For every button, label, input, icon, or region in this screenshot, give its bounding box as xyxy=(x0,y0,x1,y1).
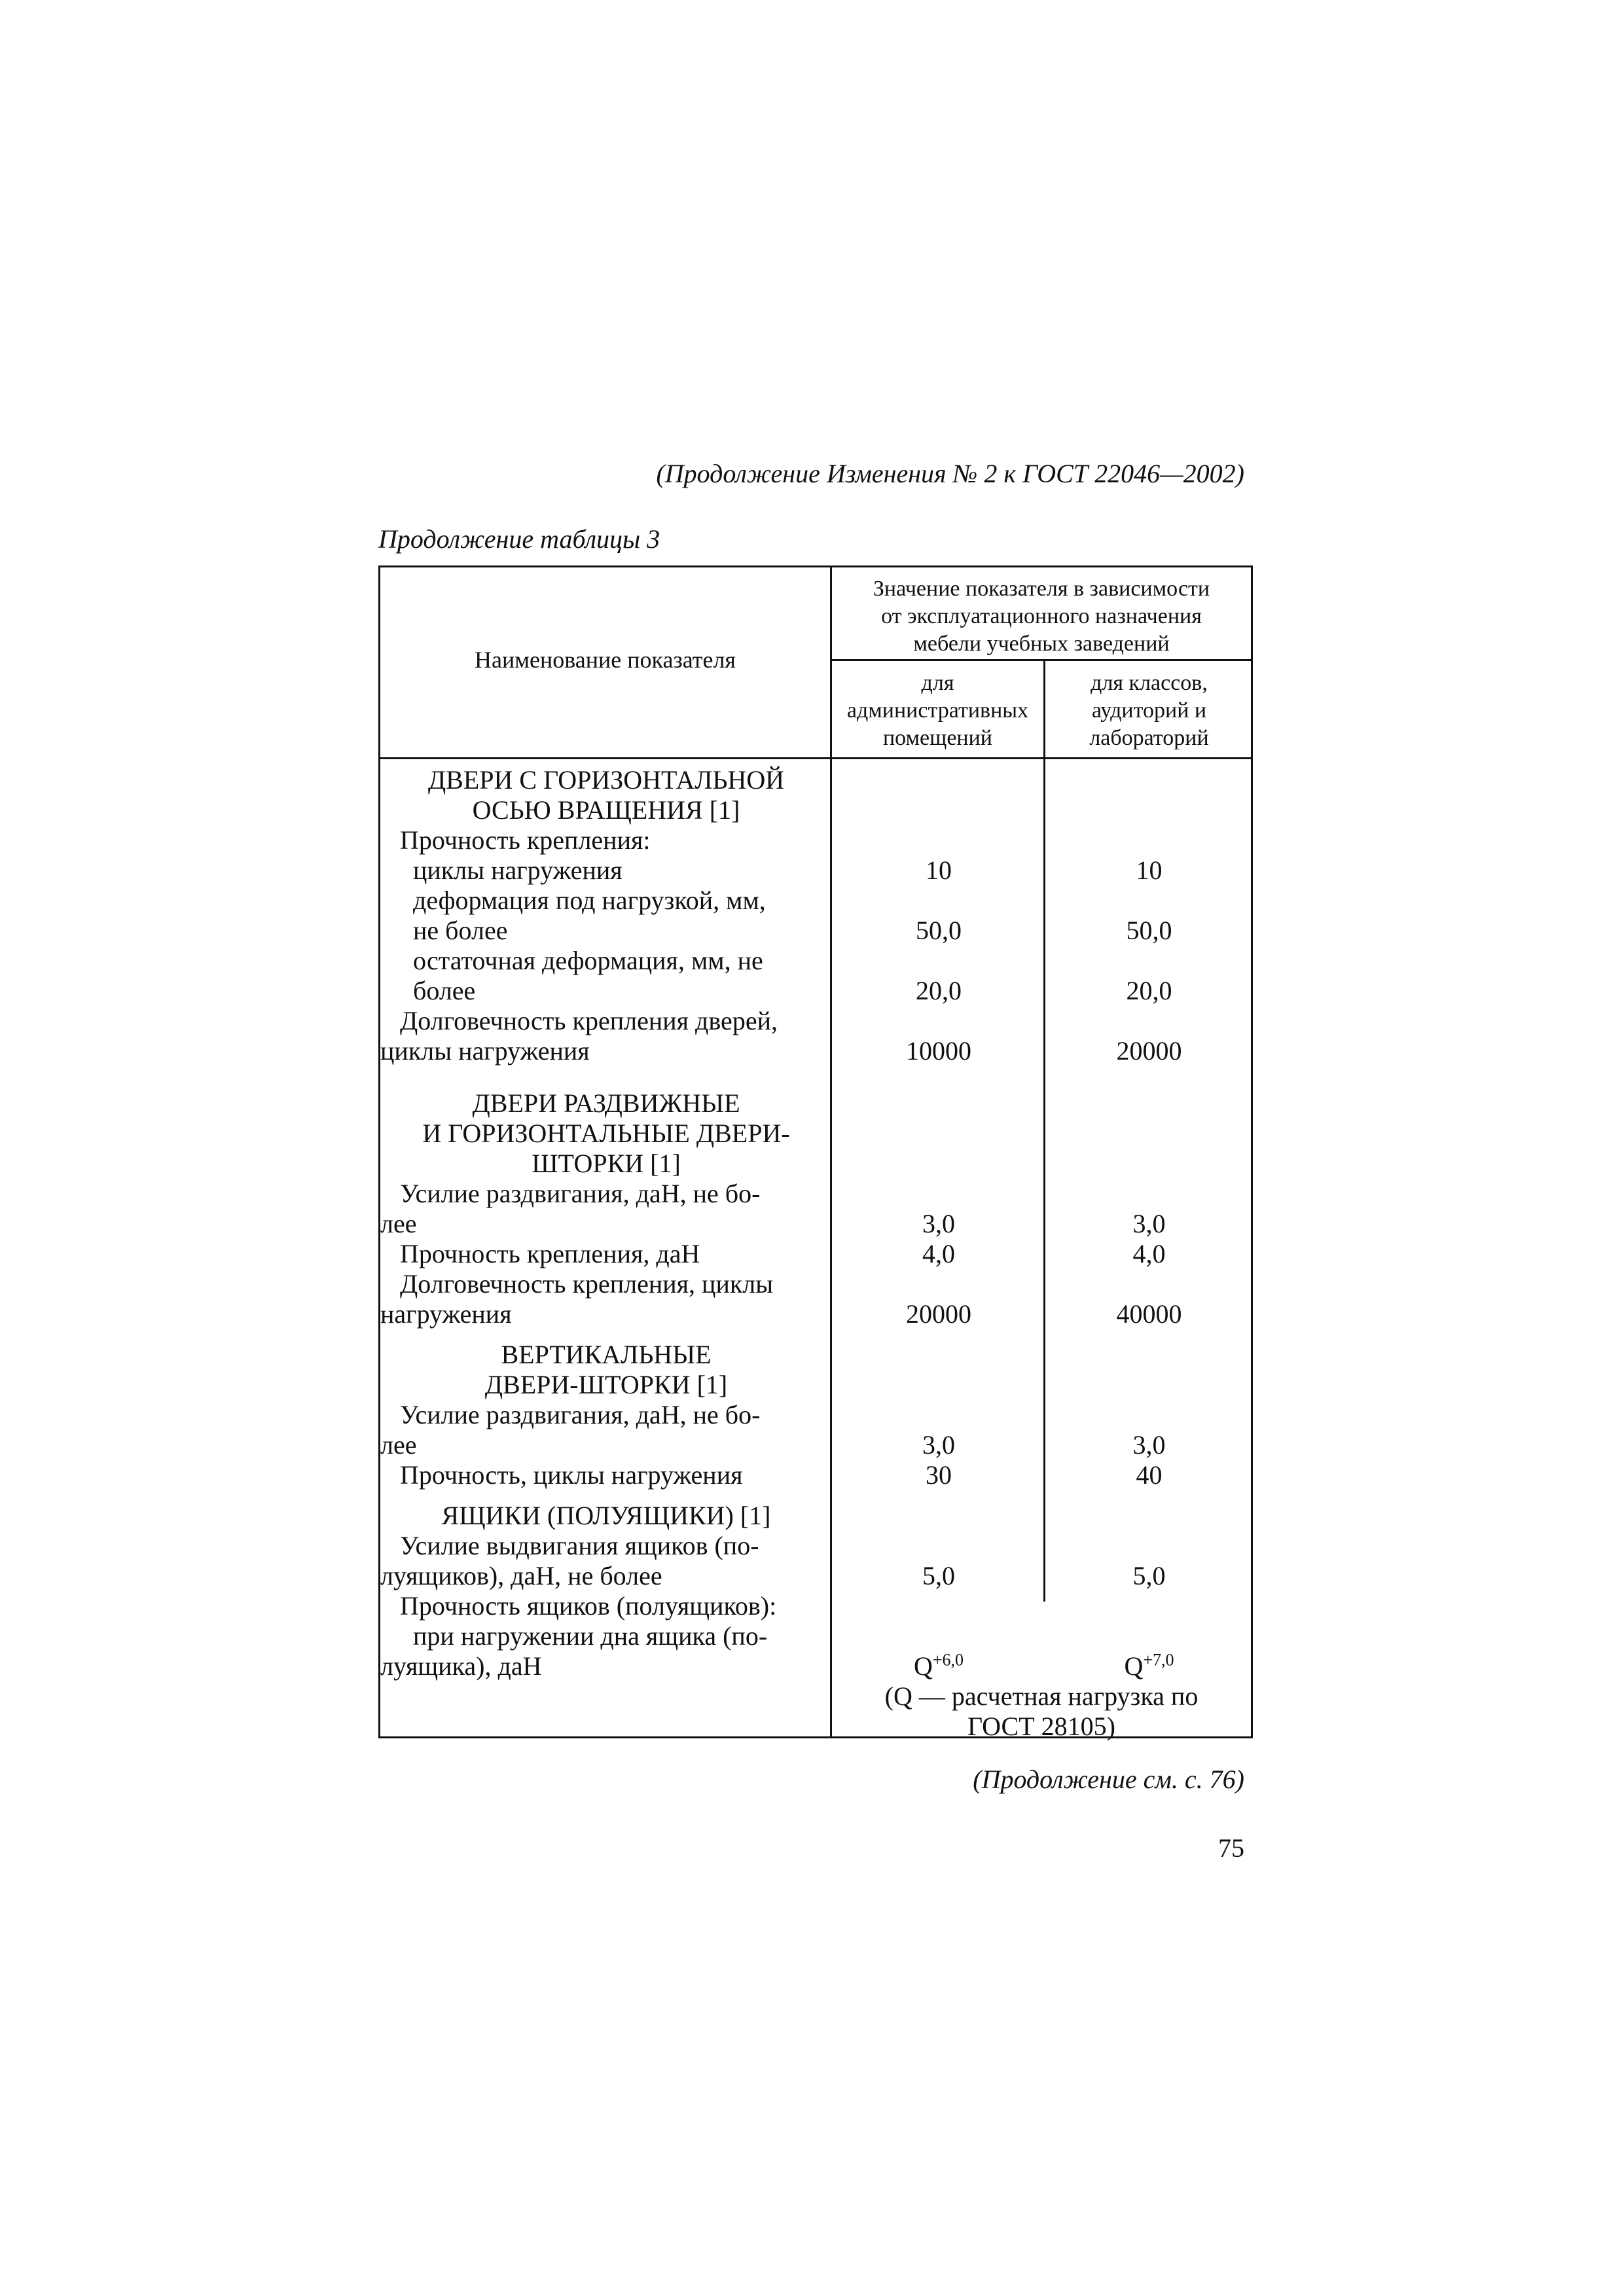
row-value-classes: 20000 xyxy=(1116,1036,1182,1066)
section-title: ДВЕРИ РАЗДВИЖНЫЕ И ГОРИЗОНТАЛЬНЫЕ ДВЕРИ- ШТОРКИ [1] xyxy=(422,1088,790,1178)
row-value-classes: 50,0 xyxy=(1126,916,1172,945)
table-row xyxy=(380,1531,1251,1561)
tolerance-superscript: +6,0 xyxy=(932,1650,964,1670)
row-value-classes: 20,0 xyxy=(1126,976,1172,1005)
table-row xyxy=(380,1209,1251,1239)
table-row xyxy=(380,1006,1251,1036)
table-bottom-note: (Q — расчетная нагрузка по ГОСТ 28105) xyxy=(884,1681,1199,1741)
table-row xyxy=(380,1561,1251,1591)
row-value-admin: 20000 xyxy=(906,1299,971,1329)
row-value-admin: 5,0 xyxy=(922,1561,955,1590)
table-row xyxy=(380,916,1251,946)
row-name: Прочность крепления: xyxy=(380,825,651,855)
header-group-divider xyxy=(832,659,1251,661)
table-row xyxy=(380,1239,1251,1269)
row-value-classes: 5,0 xyxy=(1132,1561,1166,1590)
header-name-col: Наименование показателя xyxy=(475,647,736,673)
row-name: при нагружении дна ящика (по- xyxy=(380,1621,768,1651)
table-row xyxy=(380,976,1251,1006)
header-bottom-border xyxy=(380,757,1251,759)
row-name: не более xyxy=(380,916,508,945)
row-name: остаточная деформация, мм, не xyxy=(380,946,763,975)
row-value-classes: 3,0 xyxy=(1132,1209,1166,1238)
row-value-admin: 3,0 xyxy=(922,1430,955,1460)
row-value-admin: 30 xyxy=(926,1460,952,1490)
row-name: Усилие раздвигания, даН, не бо- xyxy=(380,1400,761,1429)
row-value-admin: 4,0 xyxy=(922,1239,955,1268)
continuation-footer: (Продолжение см. с. 76) xyxy=(973,1765,1244,1794)
table-row xyxy=(380,1179,1251,1209)
row-name: Прочность, циклы нагружения xyxy=(380,1460,743,1490)
page-number: 75 xyxy=(1218,1833,1244,1863)
table-row xyxy=(380,1400,1251,1430)
row-name: Долговечность крепления, циклы xyxy=(380,1269,774,1299)
continuation-header: (Продолжение Изменения № 2 к ГОСТ 22046—2002) xyxy=(656,459,1244,488)
row-value-classes: 40 xyxy=(1136,1460,1163,1490)
table-row xyxy=(380,886,1251,916)
row-value-admin: 10000 xyxy=(906,1036,971,1066)
table-row xyxy=(380,1621,1251,1651)
table-row xyxy=(380,855,1251,886)
section-title: ЯЩИКИ (ПОЛУЯЩИКИ) [1] xyxy=(441,1501,771,1530)
row-name: лее xyxy=(380,1209,417,1238)
row-name: луящиков), даН, не более xyxy=(380,1561,662,1590)
row-value-admin: 50,0 xyxy=(916,916,962,945)
row-value-classes: 4,0 xyxy=(1132,1239,1166,1268)
row-name: Усилие выдвигания ящиков (по- xyxy=(380,1531,759,1560)
table-row xyxy=(380,1591,1251,1621)
row-name: более xyxy=(380,976,476,1005)
row-value-classes: 40000 xyxy=(1116,1299,1182,1329)
row-value-classes: 3,0 xyxy=(1132,1430,1166,1460)
table-caption: Продолжение таблицы 3 xyxy=(378,524,660,554)
row-name: Долговечность крепления дверей, xyxy=(380,1006,778,1035)
row-name: Прочность крепления, даН xyxy=(380,1239,700,1268)
row-value-admin: 20,0 xyxy=(916,976,962,1005)
row-value-classes: 10 xyxy=(1136,855,1163,885)
table-row xyxy=(380,1460,1251,1490)
section-title: ДВЕРИ С ГОРИЗОНТАЛЬНОЙ ОСЬЮ ВРАЩЕНИЯ [1] xyxy=(427,765,785,825)
row-name: луящика), даН xyxy=(380,1651,542,1681)
row-value-admin: 10 xyxy=(926,855,952,885)
header-col-admin: для административных помещений xyxy=(846,671,1029,750)
row-name: лее xyxy=(380,1430,417,1460)
row-name: нагружения xyxy=(380,1299,512,1329)
tolerance-superscript: +7,0 xyxy=(1143,1650,1174,1670)
section-title: ВЕРТИКАЛЬНЫЕ ДВЕРИ-ШТОРКИ [1] xyxy=(484,1340,728,1399)
header-group: Значение показателя в зависимости от эксплуатационного назначения мебели учебных заведений xyxy=(873,577,1210,656)
row-name: циклы нагружения xyxy=(380,855,623,885)
row-value-admin: 3,0 xyxy=(922,1209,955,1238)
table-row xyxy=(380,946,1251,976)
row-name: Усилие раздвигания, даН, не бо- xyxy=(380,1179,761,1208)
table-row xyxy=(380,1036,1251,1066)
table-row xyxy=(380,825,1251,855)
row-value-admin: $Q^{+6,0}$ xyxy=(913,1650,964,1681)
row-name: циклы нагружения xyxy=(380,1036,590,1066)
header-col-classes: для классов, аудиторий и лабораторий xyxy=(1089,671,1209,750)
row-name: Прочность ящиков (полуящиков): xyxy=(380,1591,777,1621)
row-name: деформация под нагрузкой, мм, xyxy=(380,886,766,915)
table-row xyxy=(380,1269,1251,1299)
row-value-classes: $Q^{+7,0}$ xyxy=(1124,1650,1174,1681)
table-row xyxy=(380,1299,1251,1329)
table-row xyxy=(380,1430,1251,1460)
table-row xyxy=(380,1651,1251,1681)
data-table xyxy=(378,565,1253,1741)
